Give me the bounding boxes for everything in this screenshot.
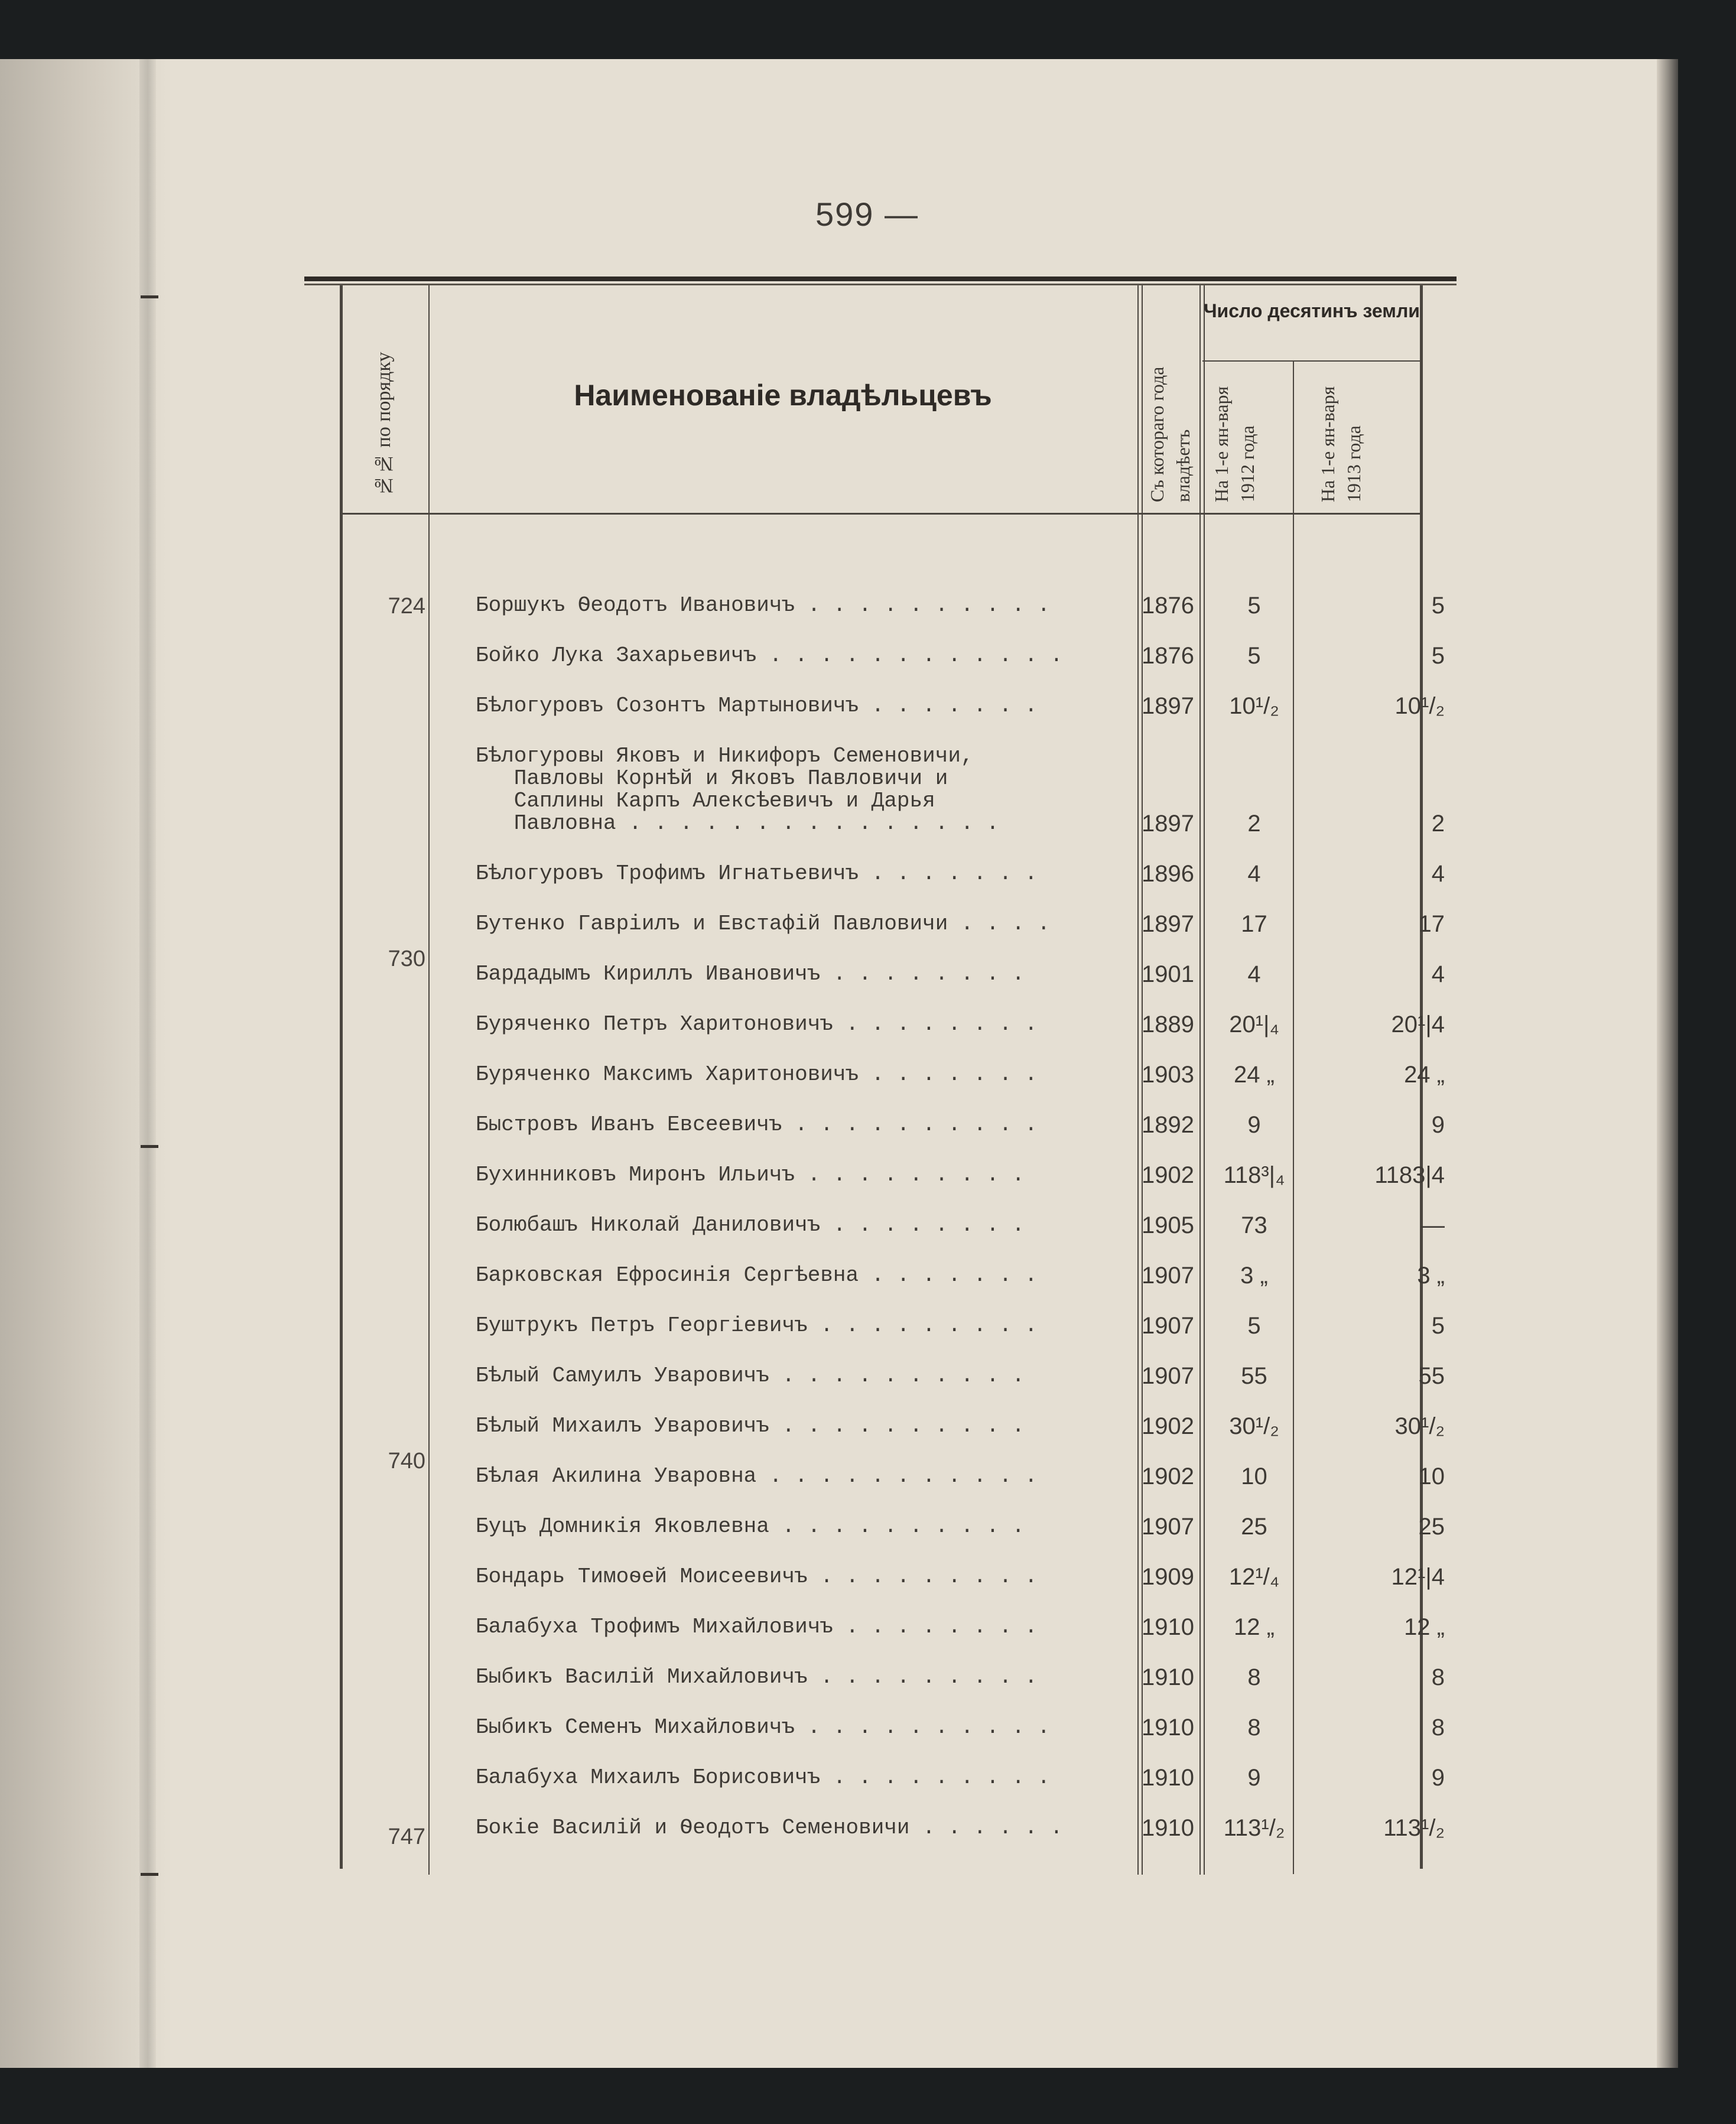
land-1913: 12¹|4 (1391, 1564, 1445, 1590)
owner-name: Бутенко Гавріилъ и Евстафій Павловичи . . . . (476, 912, 1051, 936)
land-1913: 5 (1431, 593, 1445, 619)
header-land-group: Число десятинъ земли (1204, 300, 1420, 321)
acquisition-year: 1889 (1142, 1011, 1194, 1037)
acquisition-year: 1902 (1142, 1463, 1194, 1489)
acquisition-year: 1897 (1142, 811, 1194, 837)
land-1912: 30¹/₂ (1229, 1413, 1279, 1439)
owner-name: Буряченко Петръ Харитоновичъ . . . . . . . . (476, 1012, 1038, 1036)
table-left-border (340, 285, 343, 1869)
owner-name-line: Бѣлогуровы Яковъ и Никифоръ Семеновичи, (476, 744, 974, 768)
owner-name: Боршукъ Ѳеодотъ Ивановичъ . . . . . . . . . . (476, 593, 1051, 617)
acquisition-year: 1902 (1142, 1162, 1194, 1188)
owner-name: Бардадымъ Кириллъ Ивановичъ . . . . . . . . (476, 962, 1025, 986)
land-1912: 24 „ (1234, 1062, 1275, 1088)
acquisition-year: 1876 (1142, 593, 1194, 619)
land-1912: 4 (1247, 961, 1261, 987)
land-1913: 5 (1431, 643, 1445, 669)
acquisition-year: 1910 (1142, 1715, 1194, 1741)
binding-thread (141, 295, 158, 298)
land-1912: 8 (1247, 1715, 1261, 1741)
header-1913-col: На 1-е ян-варя 1913 года (1317, 386, 1364, 502)
land-1913: — (1421, 1212, 1445, 1238)
acquisition-year: 1910 (1142, 1815, 1194, 1841)
acquisition-year: 1876 (1142, 643, 1194, 669)
owner-name-line: Саплины Карпъ Алексѣевичъ и Дарья (476, 789, 935, 813)
page-number: 599 — (815, 196, 919, 233)
land-1913: 9 (1431, 1765, 1445, 1791)
header-bottom-rule (340, 513, 1421, 515)
land-1912: 12 „ (1234, 1614, 1275, 1640)
acquisition-year: 1907 (1142, 1263, 1194, 1289)
row-number: 747 (388, 1824, 425, 1849)
land-1913: 9 (1431, 1112, 1445, 1138)
page-edge (1657, 59, 1678, 2068)
land-1913: 8 (1431, 1715, 1445, 1741)
acquisition-year: 1901 (1142, 961, 1194, 987)
land-1912: 12¹/₄ (1228, 1564, 1280, 1590)
acquisition-year: 1907 (1142, 1313, 1194, 1339)
land-1912: 113¹/₂ (1223, 1815, 1285, 1841)
owner-name: Бѣлогуровъ Трофимъ Игнатьевичъ . . . . . . . (476, 861, 1038, 886)
binding-thread (141, 1873, 158, 1876)
land-1912: 10¹/₂ (1229, 693, 1279, 719)
acquisition-year: 1910 (1142, 1765, 1194, 1791)
land-1912: 118³|₄ (1223, 1162, 1285, 1188)
land-1912: 8 (1247, 1664, 1261, 1690)
land-1913: 2 (1431, 811, 1445, 837)
acquisition-year: 1909 (1142, 1564, 1194, 1590)
land-1913: 5 (1431, 1313, 1445, 1339)
land-1912: 9 (1247, 1765, 1261, 1791)
land-1912: 9 (1247, 1112, 1261, 1138)
land-1912: 55 (1241, 1363, 1267, 1389)
owner-name: Бойко Лука Захарьевичъ . . . . . . . . . . . . (476, 643, 1063, 668)
acquisition-year: 1907 (1142, 1363, 1194, 1389)
land-1913: 24 „ (1404, 1062, 1445, 1088)
land-1913: 1183|4 (1374, 1162, 1445, 1188)
land-1913: 55 (1418, 1363, 1445, 1389)
land-1913: 30¹/₂ (1394, 1413, 1445, 1439)
owner-name: Бѣлая Акилина Уваровна . . . . . . . . . . . (476, 1464, 1038, 1488)
header-number-col: №№ по порядку (373, 352, 395, 496)
land-1913: 8 (1431, 1664, 1445, 1690)
land-1912: 10 (1241, 1463, 1267, 1489)
owner-name: Барковская Ефросинія Сергѣевна . . . . . . . (476, 1263, 1038, 1287)
land-1913: 10¹/₂ (1394, 693, 1445, 719)
owner-name: Буштрукъ Петръ Георгіевичъ . . . . . . . . . (476, 1313, 1038, 1338)
land-1912: 25 (1241, 1514, 1267, 1540)
owner-name: Быбикъ Семенъ Михайловичъ . . . . . . . . . . (476, 1715, 1051, 1739)
acquisition-year: 1892 (1142, 1112, 1194, 1138)
owner-name: Буряченко Максимъ Харитоновичъ . . . . . . . (476, 1062, 1038, 1087)
land-1912: 20¹|₄ (1229, 1011, 1279, 1037)
land-1912: 5 (1247, 593, 1261, 619)
land-1912: 5 (1247, 1313, 1261, 1339)
owner-name: Бѣлогуровъ Созонтъ Мартыновичъ . . . . . . . (476, 694, 1038, 718)
land-1912: 4 (1247, 861, 1261, 887)
acquisition-year: 1907 (1142, 1514, 1194, 1540)
land-1913: 4 (1431, 861, 1445, 887)
acquisition-year: 1897 (1142, 693, 1194, 719)
binding-fold (139, 59, 156, 2068)
header-1912-col: На 1-е ян-варя 1912 года (1211, 386, 1258, 502)
acquisition-year: 1910 (1142, 1614, 1194, 1640)
owner-name: Буцъ Домникія Яковлевна . . . . . . . . . . (476, 1514, 1025, 1538)
col-divider-name (1137, 285, 1139, 1875)
col-divider-year-double (1204, 285, 1205, 1875)
land-1913: 25 (1418, 1514, 1445, 1540)
acquisition-year: 1896 (1142, 861, 1194, 887)
col-divider-number (428, 285, 430, 1875)
land-1912: 5 (1247, 643, 1261, 669)
owner-name: Быбикъ Василій Михайловичъ . . . . . . . . . (476, 1665, 1038, 1689)
owner-name-line: Павловна . . . . . . . . . . . . . . . (476, 811, 999, 835)
land-1912: 2 (1247, 811, 1261, 837)
land-1913: 4 (1431, 961, 1445, 987)
land-1912: 73 (1241, 1212, 1267, 1238)
land-1913: 20¹|4 (1391, 1011, 1445, 1037)
land-1912: 3 „ (1240, 1263, 1268, 1289)
header-owner-col: Наименованіе владѣльцевъ (574, 379, 992, 412)
group-header-rule (1202, 360, 1421, 362)
land-1913: 12 „ (1404, 1614, 1445, 1640)
table-top-rule (304, 277, 1457, 281)
land-1913: 113¹/₂ (1383, 1815, 1445, 1841)
land-1913: 17 (1418, 911, 1445, 937)
land-1913: 10 (1418, 1463, 1445, 1489)
owner-name: Быстровъ Иванъ Евсеевичъ . . . . . . . . . . (476, 1113, 1038, 1137)
acquisition-year: 1902 (1142, 1413, 1194, 1439)
acquisition-year: 1903 (1142, 1062, 1194, 1088)
acquisition-year: 1897 (1142, 911, 1194, 937)
binding-thread (141, 1145, 158, 1148)
owner-name: Бѣлый Михаилъ Уваровичъ . . . . . . . . . . (476, 1414, 1025, 1438)
owner-name: Бѣлый Самуилъ Уваровичъ . . . . . . . . . . (476, 1364, 1025, 1388)
land-1913: 3 „ (1417, 1263, 1445, 1289)
owner-name: Бондарь Тимоѳей Моисеевичъ . . . . . . . . . (476, 1564, 1038, 1589)
owner-name-line: Павловы Корнѣй и Яковъ Павловичи и (476, 766, 948, 791)
owner-name: Бухинниковъ Миронъ Ильичъ . . . . . . . . . (476, 1163, 1025, 1187)
owner-name: Балабуха Трофимъ Михайловичъ . . . . . . . . (476, 1615, 1038, 1639)
row-number: 724 (388, 594, 425, 619)
owner-name: Бокіе Василій и Ѳеодотъ Семеновичи . . . . . . (476, 1816, 1063, 1840)
acquisition-year: 1910 (1142, 1664, 1194, 1690)
land-1912: 17 (1241, 911, 1267, 937)
table-top-rule-thin (304, 284, 1457, 285)
header-year-col: Съ котораго года владѣетъ (1146, 366, 1194, 502)
row-number: 730 (388, 946, 425, 971)
row-number: 740 (388, 1449, 425, 1474)
owner-name: Балабуха Михаилъ Борисовичъ . . . . . . . . . (476, 1765, 1051, 1790)
acquisition-year: 1905 (1142, 1212, 1194, 1238)
owner-name: Болюбашъ Николай Даниловичъ . . . . . . . . (476, 1213, 1025, 1237)
